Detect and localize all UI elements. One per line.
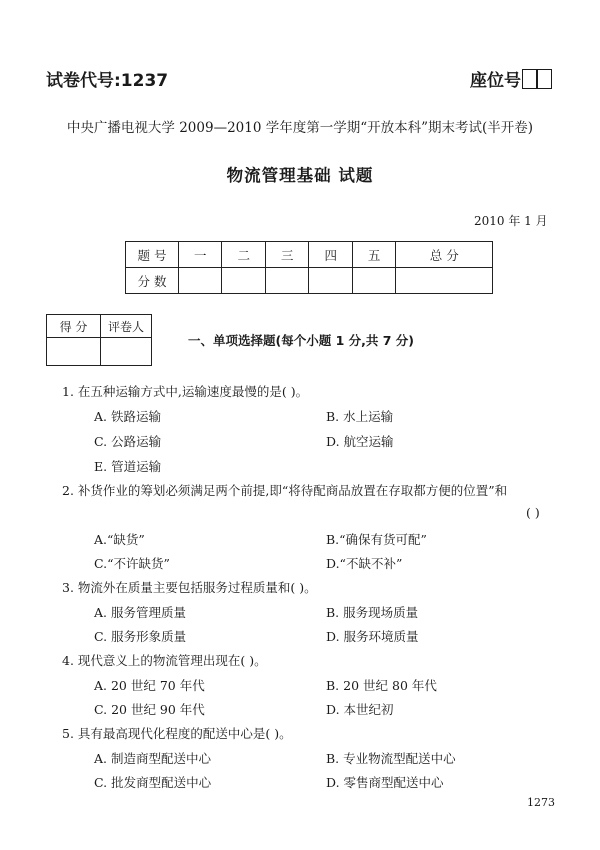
score-row-label: 题 号: [126, 242, 179, 268]
page-number: 1273: [527, 796, 555, 809]
option-1c: C. 公路运输: [94, 434, 162, 449]
option-1d: D. 航空运输: [326, 434, 394, 449]
option-5a: A. 制造商型配送中心: [94, 751, 211, 766]
option-2d: D.“不缺不补”: [326, 556, 403, 571]
option-2a: A.“缺货”: [94, 532, 145, 547]
option-4d: D. 本世纪初: [326, 702, 394, 717]
grader-label: 评卷人: [101, 315, 152, 338]
score-table: [125, 241, 493, 294]
option-1e: E. 管道运输: [94, 459, 162, 474]
score-col-3: 三: [265, 242, 308, 268]
paper-code: 试卷代号:1237: [46, 71, 169, 91]
question-5: 5. 具有最高现代化程度的配送中心是( )。: [62, 726, 292, 741]
question-1: 1. 在五种运输方式中,运输速度最慢的是( )。: [62, 384, 309, 399]
score-table-value-row: [126, 268, 493, 294]
score-col-2: 二: [222, 242, 265, 268]
seat-number: [470, 66, 552, 91]
option-1a: A. 铁路运输: [94, 409, 161, 424]
option-4b: B. 20 世纪 80 年代: [326, 678, 437, 693]
option-5d: D. 零售商型配送中心: [326, 775, 444, 790]
option-4a: A. 20 世纪 70 年代: [94, 678, 205, 693]
option-5c: C. 批发商型配送中心: [94, 775, 212, 790]
seat-boxes: [523, 69, 552, 89]
subject-title: 物流管理基础 试题: [226, 166, 374, 185]
question-2-answer-paren: ( ): [526, 505, 540, 520]
option-3a: A. 服务管理质量: [94, 605, 186, 620]
question-2: 2. 补货作业的筹划必须满足两个前提,即“将待配商品放置在存取都方便的位置”和: [62, 483, 508, 498]
option-3d: D. 服务环境质量: [326, 629, 419, 644]
score-col-total: 总 分: [396, 242, 493, 268]
grader-score-label: 得 分: [47, 315, 101, 338]
seat-label: 座位号: [470, 71, 521, 91]
grader-table: [46, 314, 152, 366]
score-col-1: 一: [179, 242, 222, 268]
score-col-5: 五: [352, 242, 395, 268]
exam-title: 中央广播电视大学 2009—2010 学年度第一学期“开放本科”期末考试(半开卷): [66, 120, 534, 136]
option-3b: B. 服务现场质量: [326, 605, 419, 620]
section-title: 一、单项选择题(每个小题 1 分,共 7 分): [188, 333, 414, 348]
score-table-header-row: [126, 242, 493, 268]
exam-date: 2010 年 1 月: [474, 214, 548, 228]
question-3: 3. 物流外在质量主要包括服务过程质量和( )。: [62, 580, 317, 595]
option-4c: C. 20 世纪 90 年代: [94, 702, 205, 717]
score-value-label: 分 数: [126, 268, 179, 294]
option-3c: C. 服务形象质量: [94, 629, 187, 644]
question-4: 4. 现代意义上的物流管理出现在( )。: [62, 653, 267, 668]
score-col-4: 四: [309, 242, 352, 268]
option-5b: B. 专业物流型配送中心: [326, 751, 456, 766]
option-1b: B. 水上运输: [326, 409, 394, 424]
option-2b: B.“确保有货可配”: [326, 532, 427, 547]
option-2c: C.“不许缺货”: [94, 556, 170, 571]
